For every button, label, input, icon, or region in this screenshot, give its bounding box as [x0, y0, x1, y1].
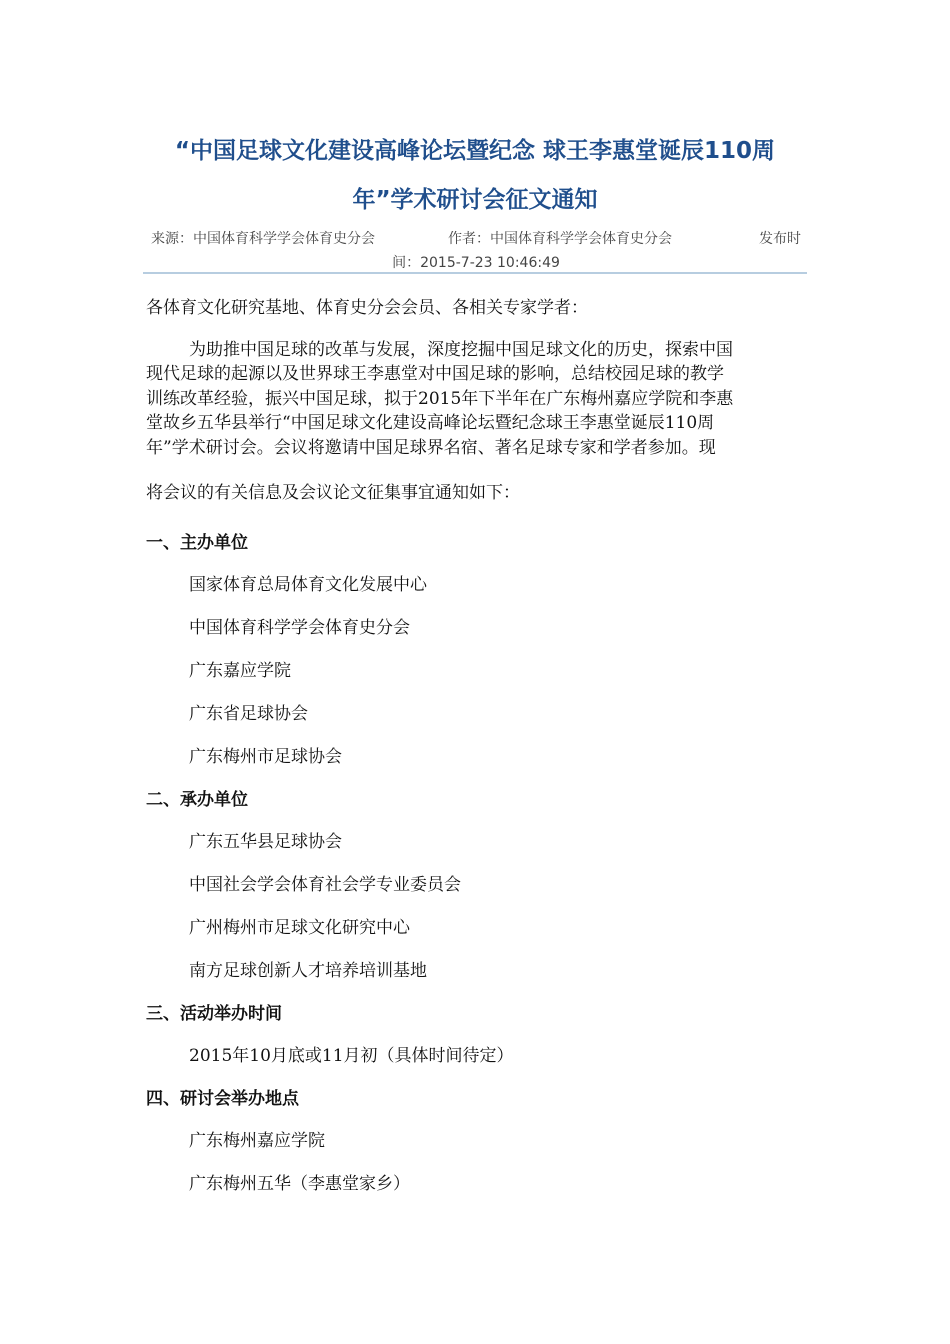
meta-published-time: 间：2015-7-23 10:46:49: [392, 255, 560, 271]
header-divider: [143, 272, 807, 274]
meta-author: 作者：中国体育科学学会体育史分会: [448, 231, 672, 247]
document-title-line-2: 年”学术研讨会征文通知: [352, 187, 598, 213]
list-item: 广州梅州市足球文化研究中心: [189, 918, 410, 938]
intro-line: 为助推中国足球的改革与发展，深度挖掘中国足球文化的历史，探索中国: [189, 340, 733, 360]
list-item: 广东梅州市足球协会: [189, 747, 342, 767]
intro-line: 现代足球的起源以及世界球王李惠堂对中国足球的影响，总结校园足球的教学: [146, 364, 724, 385]
list-item: 广东梅州嘉应学院: [189, 1131, 325, 1151]
list-item: 广东嘉应学院: [189, 661, 291, 681]
list-item: 中国社会学会体育社会学专业委员会: [189, 875, 461, 895]
meta-source: 来源：中国体育科学学会体育史分会: [151, 231, 375, 247]
document-meta: [145, 228, 807, 274]
list-item: 广东省足球协会: [189, 704, 308, 724]
list-item: 国家体育总局体育文化发展中心: [189, 575, 427, 595]
section-heading-organizers: 一、主办单位: [146, 533, 248, 553]
section-heading-venue: 四、研讨会举办地点: [146, 1089, 299, 1109]
meta-published-label: 发布时: [759, 231, 801, 247]
list-item: 广东五华县足球协会: [189, 832, 342, 852]
section-heading-time: 三、活动举办时间: [146, 1004, 282, 1024]
list-item: 南方足球创新人才培养培训基地: [189, 961, 427, 981]
intro-line-last: 将会议的有关信息及会议论文征集事宜通知如下：: [146, 483, 520, 503]
intro-line: 年”学术研讨会。会议将邀请中国足球界名宿、著名足球专家和学者参加。现: [146, 437, 716, 458]
list-item: 中国体育科学学会体育史分会: [189, 618, 410, 638]
salutation: 各体育文化研究基地、体育史分会会员、各相关专家学者：: [146, 298, 588, 318]
section-heading-hosts: 二、承办单位: [146, 790, 248, 810]
list-item: 广东梅州五华（李惠堂家乡）: [189, 1174, 410, 1194]
intro-line: 堂故乡五华县举行“中国足球文化建设高峰论坛暨纪念球王李惠堂诞辰110周: [146, 413, 715, 434]
intro-paragraph: [146, 338, 806, 460]
document-title-line-1: “中国足球文化建设高峰论坛暨纪念 球王李惠堂诞辰110周: [174, 138, 776, 164]
list-item: 2015年10月底或11月初（具体时间待定）: [189, 1046, 514, 1066]
intro-line: 训练改革经验，振兴中国足球，拟于2015年下半年在广东梅州嘉应学院和李惠: [146, 388, 734, 409]
